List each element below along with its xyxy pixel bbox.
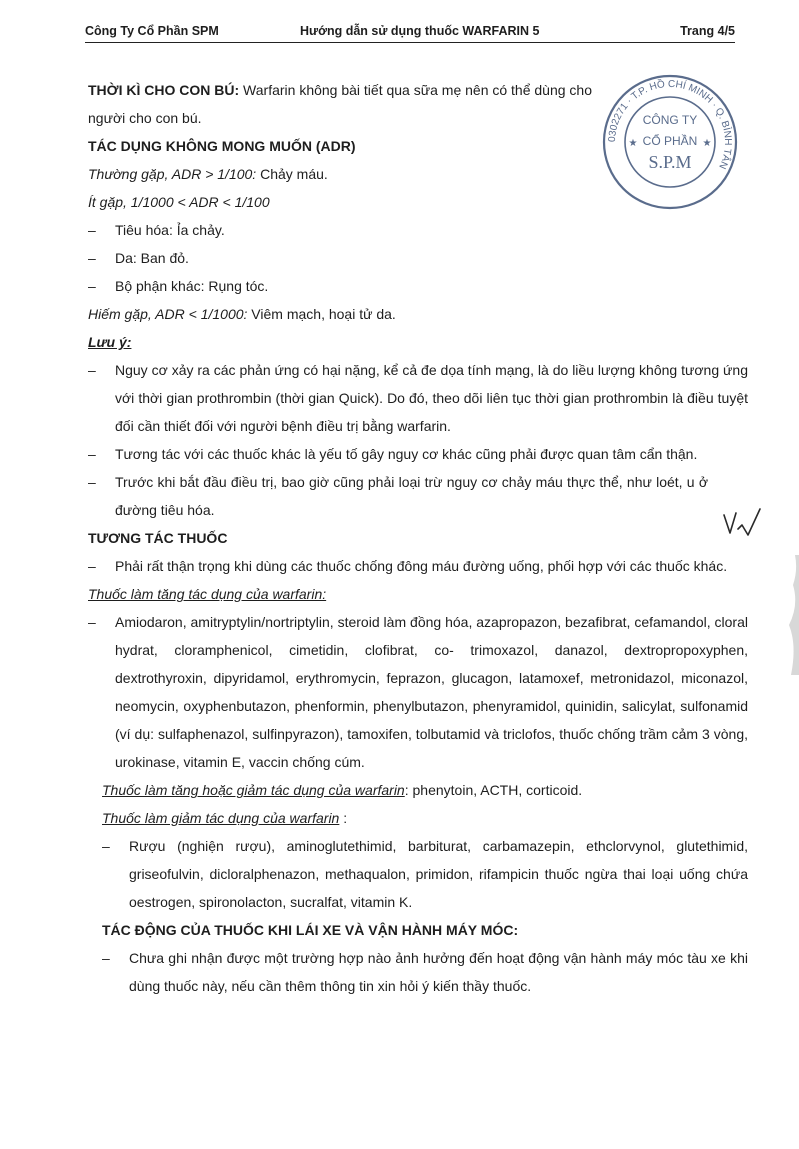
adr-heading: TÁC DỤNG KHÔNG MONG MUỐN (ADR) [88, 138, 356, 154]
decrease-colon: : [339, 810, 348, 826]
dash-marker: – [88, 222, 96, 238]
decrease-list [102, 832, 748, 916]
driving-item [102, 944, 748, 1000]
adr-uncommon-item-text: Da: Ban đỏ. [115, 250, 189, 266]
scan-edge-artifact-icon [777, 555, 799, 675]
company-stamp [600, 72, 740, 212]
decrease-heading [88, 804, 748, 832]
header-page-number: Trang 4/5 [680, 24, 735, 38]
stamp-line-3: S.P.M [648, 152, 692, 172]
adr-rare [88, 300, 748, 328]
breastfeeding-label: THỜI KÌ CHO CON BÚ: [88, 82, 240, 98]
adr-uncommon-item-text: Bộ phận khác: Rụng tóc. [115, 278, 269, 294]
stamp-ring-text: 0302271 · T.P. HỒ CHÍ MINH · Q. BÌNH TÂN [606, 78, 734, 171]
adr-common-text: Chảy máu. [260, 166, 328, 182]
dash-marker: – [88, 614, 96, 630]
note-item-text: Nguy cơ xảy ra các phản ứng có hại nặng, kể cả đe dọa tính mạng, là do liều lượng không tương ứng với thời gian prothrombin (thời gian Quick). Do đó, theo dõi liên tục thời gian prothrombin là điều tuyệt đối cần thiết đối với người bệnh điều trị bằng warfarin. [115, 362, 748, 434]
note-item-text: Trước khi bắt đầu điều trị, bao giờ cũng phải loại trừ nguy cơ chảy máu thực thể, như loét, u ở đường tiêu hóa. [115, 474, 708, 518]
document-body [88, 76, 748, 1000]
adr-uncommon-item [88, 244, 748, 272]
interactions-intro-text: Phải rất thận trọng khi dùng các thuốc chống đông máu đường uống, phối hợp với các thuốc khác. [115, 558, 728, 574]
stamp-line-1: CÔNG TY [642, 113, 698, 127]
header-doc-title: Hướng dẫn sử dụng thuốc WARFARIN 5 [300, 24, 540, 38]
dash-marker: – [102, 838, 110, 854]
star-icon: ★ [628, 138, 638, 149]
increase-list-text: Amiodaron, amitryptylin/nortriptylin, steroid làm đồng hóa, azapropazon, bezafibrat, cefamandol, cloral hydrat, cloramphenicol, cimetidin, clofibrat, co- trimoxazol, danazol, dextropropoxyphen, dextrothyroxin, dipyridamol, erythromycin, feprazon, glucagon, latamoxef, metronidazol, miconazol, neomycin, oxyphenbutazon, phenformin, phenylbutazon, phenyramidol, quinidin, salicylat, sulfonamid (ví dụ: sulfaphenazol, sulfinpyrazon), tamoxifen, tolbutamid và triclofos, thuốc chống trầm cảm 3 vòng, urokinase, vitamin E, vaccin chống cúm. [115, 614, 748, 770]
breastfeeding-text: Warfarin không bài tiết qua sữa mẹ nên có thể dùng cho người cho con bú. [88, 82, 593, 126]
note-label: Lưu ý: [88, 334, 132, 350]
dash-marker: – [88, 250, 96, 266]
note-item [88, 356, 748, 440]
star-icon: ★ [702, 138, 712, 149]
both-effects [88, 776, 748, 804]
decrease-list-text: Rượu (nghiện rượu), aminoglutethimid, barbiturat, carbamazepin, ethclorvynol, glutethimid, griseofulvin, dicloralphenazon, methaqualon, primidon, rifampicin thuốc ngừa thai loại uống chứa oestrogen, spironolacton, sucralfat, vitamin K. [129, 838, 748, 910]
dash-marker: – [88, 278, 96, 294]
adr-common-label: Thường gặp, ADR > 1/100: [88, 166, 257, 182]
header-company: Công Ty Cổ Phần SPM [85, 24, 219, 38]
both-text: : phenytoin, ACTH, corticoid. [404, 782, 583, 798]
adr-uncommon-label: Ít gặp, 1/1000 < ADR < 1/100 [88, 194, 270, 210]
dash-marker: – [88, 558, 96, 574]
dash-marker: – [102, 950, 110, 966]
increase-list [88, 608, 748, 776]
adr-uncommon-item-text: Tiêu hóa: Ỉa chảy. [115, 222, 225, 238]
dash-marker: – [88, 362, 96, 378]
interactions-intro [88, 552, 748, 580]
handwritten-initials-icon [720, 505, 765, 540]
interactions-heading: TƯƠNG TÁC THUỐC [88, 530, 228, 546]
page-header [85, 20, 735, 43]
note-item [88, 440, 748, 468]
adr-rare-label: Hiếm gặp, ADR < 1/1000: [88, 306, 248, 322]
increase-label: Thuốc làm tăng tác dụng của warfarin: [88, 586, 327, 602]
both-label: Thuốc làm tăng hoặc giảm tác dụng của warfarin [102, 782, 405, 798]
dash-marker: – [88, 446, 96, 462]
adr-rare-text: Viêm mạch, hoại tử da. [251, 306, 396, 322]
dash-marker: – [88, 474, 96, 490]
stamp-line-2: CỔ PHẦN [642, 134, 698, 148]
adr-uncommon-item [88, 216, 748, 244]
decrease-label: Thuốc làm giảm tác dụng của warfarin [102, 810, 340, 826]
driving-heading: TÁC ĐỘNG CỦA THUỐC KHI LÁI XE VÀ VẬN HÀNH MÁY MÓC: [102, 922, 519, 938]
driving-text: Chưa ghi nhận được một trường hợp nào ảnh hưởng đến hoạt động vận hành máy móc tàu xe khi dùng thuốc này, nếu cần thêm thông tin xin hỏi ý kiến thầy thuốc. [129, 950, 748, 994]
note-item [88, 468, 748, 524]
note-item-text: Tương tác với các thuốc khác là yếu tố gây nguy cơ khác cũng phải được quan tâm cẩn thận. [115, 446, 698, 462]
adr-uncommon-item [88, 272, 748, 300]
